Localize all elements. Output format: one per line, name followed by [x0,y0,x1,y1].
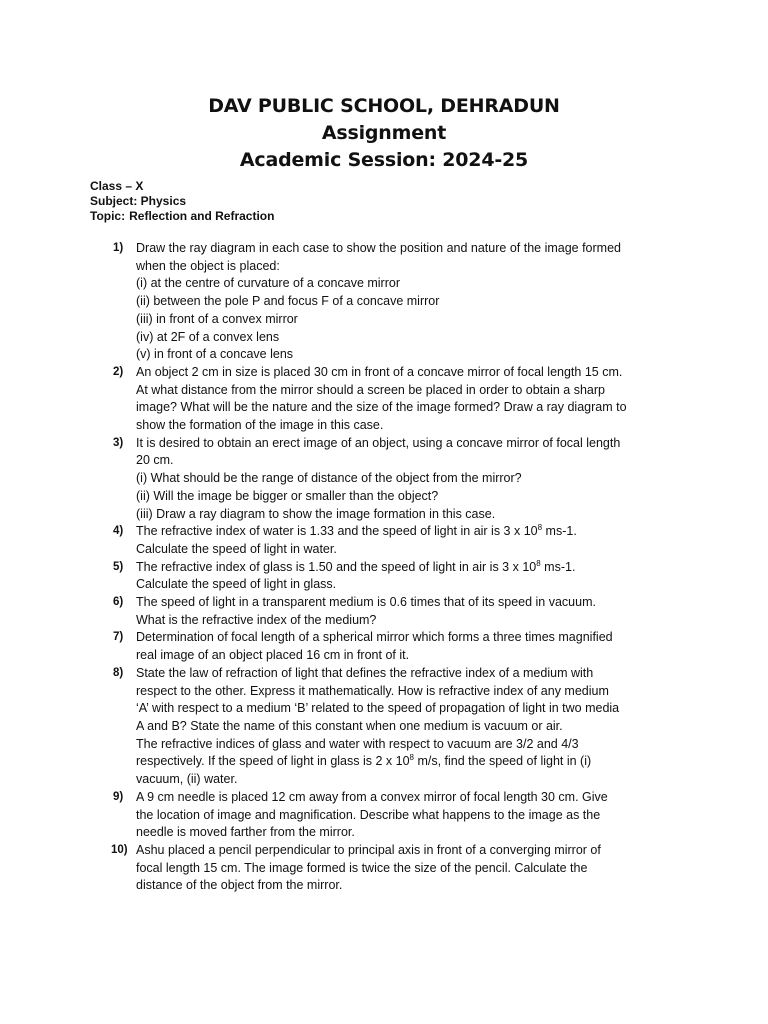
question-4 [0,523,768,558]
question-text-line: real image of an object placed 16 cm in front of it. [136,648,410,663]
question-text-line: An object 2 cm in size is placed 30 cm in front of a concave mirror of focal length 15 cm. [136,364,623,379]
question-number: 4) [113,525,124,538]
question-subpart: (v) in front of a concave lens [136,347,294,362]
question-subpart: (i) at the centre of curvature of a concave mirror [136,276,400,291]
question-text-line: vacuum, (ii) water. [136,772,238,787]
question-text-line: when the object is placed: [136,258,280,273]
question-3 [0,435,768,524]
question-text-line: The refractive index of water is 1.33 and the speed of light in air is 3 x $10^8$ ms-1. [136,523,577,539]
question-subpart: (i) What should be the range of distance of the object from the mirror? [136,471,522,486]
question-text-line: At what distance from the mirror should a screen be placed in order to obtain a sharp [136,382,606,397]
exponent: 8 [409,753,414,763]
question-text-line: needle is moved farther from the mirror. [136,825,355,840]
question-subpart: (ii) Will the image be bigger or smaller than the object? [136,488,439,503]
question-text-line: State the law of refraction of light that defines the refractive index of a medium with [136,665,594,680]
question-number: 9) [113,790,124,803]
exponent: 8 [537,523,543,533]
question-subpart: (ii) between the pole P and focus F of a concave mirror [136,294,440,309]
question-text-line: show the formation of the image in this case. [136,418,384,433]
question-10 [0,842,768,895]
document-header [0,93,768,174]
question-7 [0,629,768,664]
question-text-line: A and B? State the name of this constant when one medium is vacuum or air. [136,718,563,733]
question-6 [0,594,768,629]
question-2 [0,364,768,435]
question-9 [0,789,768,842]
question-number: 2) [113,365,124,378]
question-text-line: The refractive indices of glass and water with respect to vacuum are 3/2 and 4/3 [136,736,579,751]
question-number: 1) [113,242,124,254]
question-text-line: ‘A’ with respect to a medium ‘B’ related to the speed of propagation of light in two media [136,701,620,716]
exponent: 8 [536,558,541,568]
question-text-line: Draw the ray diagram in each case to show the position and nature of the image formed [136,241,621,255]
question-text-line: It is desired to obtain an erect image of an object, using a concave mirror of focal length [136,435,621,450]
question-subpart: (iii) in front of a convex mirror [136,311,298,326]
question-text-line: Calculate the speed of light in water. [136,541,337,556]
question-text-line: distance of the object from the mirror. [136,878,343,893]
question-subpart: (iii) Draw a ray diagram to show the image formation in this case. [136,506,496,521]
question-8 [0,665,768,789]
question-text-line: focal length 15 cm. The image formed is twice the size of the pencil. Calculate the [136,860,588,875]
question-number: 6) [113,596,124,609]
academic-session: Academic Session: 2024-25 [239,149,529,171]
question-number: 10) [111,843,128,856]
question-text-line: Determination of focal length of a spherical mirror which forms a three times magnified [136,630,613,645]
question-text-line: the location of image and magnification. Describe what happens to the image as the [136,807,601,822]
document-type: Assignment [321,122,447,144]
question-text-line: 20 cm. [136,453,174,468]
question-text-line: respectively. If the speed of light in glass is 2 x $10^8$ m/s, find the speed of light in (i) [136,753,592,769]
question-5 [0,559,768,594]
question-number: 7) [113,631,124,644]
question-number: 3) [113,436,124,449]
question-text-line: The speed of light in a transparent medium is 0.6 times that of its speed in vacuum. [136,595,596,610]
question-text-line: A 9 cm needle is placed 12 cm away from a convex mirror of focal length 30 cm. Give [136,789,608,804]
question-subpart: (iv) at 2F of a convex lens [136,329,280,344]
question-text-line: image? What will be the nature and the size of the image formed? Draw a ray diagram to [136,400,627,415]
question-number: 5) [113,560,124,573]
subject-label: Subject: Physics [90,194,187,208]
question-1 [0,240,768,364]
question-text-line: Ashu placed a pencil perpendicular to principal axis in front of a converging mirror of [136,842,601,857]
topic-value: Reflection and Refraction [129,209,275,223]
question-number: 8) [113,666,124,679]
question-text-line: What is the refractive index of the medium? [136,612,377,627]
question-list [0,240,768,895]
assignment-meta [90,179,274,224]
school-name: DAV PUBLIC SCHOOL, DEHRADUN [208,95,560,117]
class-label: Class – X [90,179,144,193]
question-text-line: The refractive index of glass is 1.50 and the speed of light in air is 3 x $10^8$ ms-1. [136,558,576,574]
question-text-line: respect to the other. Express it mathematically. How is refractive index of any medium [136,683,609,698]
topic-label: Topic: [90,209,126,223]
topic-row [90,209,274,224]
question-text-line: Calculate the speed of light in glass. [136,577,337,592]
